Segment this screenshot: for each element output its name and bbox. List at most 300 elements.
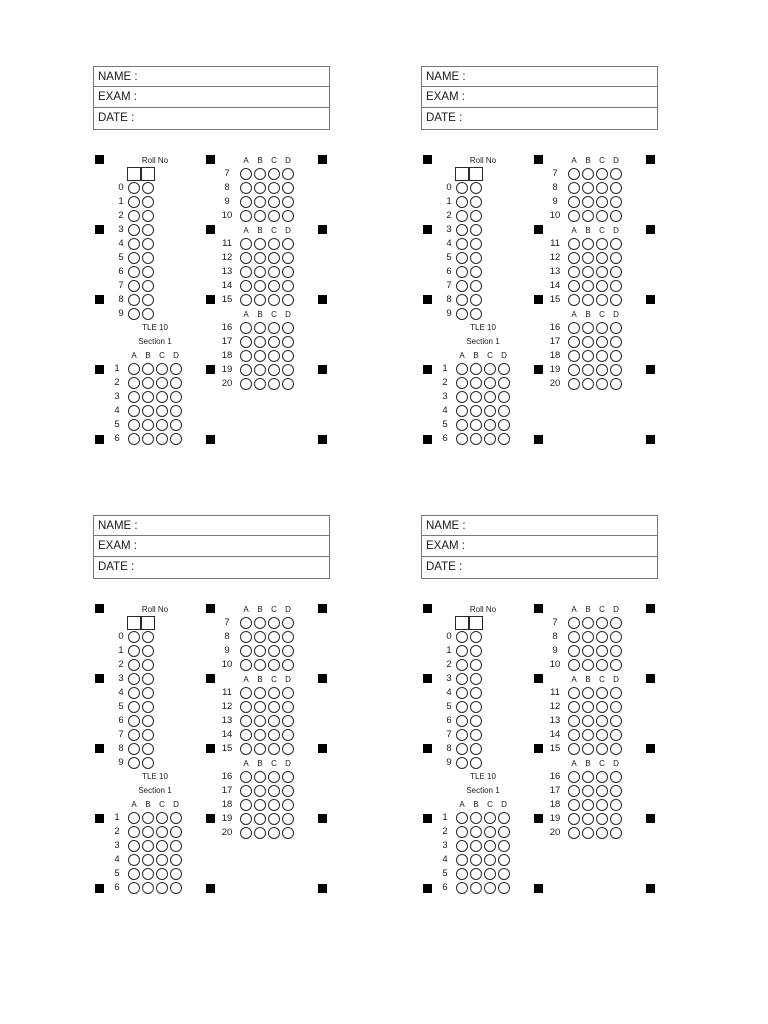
- answer-bubble-d[interactable]: [610, 771, 622, 783]
- roll-bubble[interactable]: [470, 280, 482, 292]
- roll-bubble[interactable]: [142, 743, 154, 755]
- answer-bubble-c[interactable]: [484, 391, 496, 403]
- answer-bubble-d[interactable]: [282, 210, 294, 222]
- answer-bubble-b[interactable]: [470, 391, 482, 403]
- answer-bubble-c[interactable]: [484, 854, 496, 866]
- answer-bubble-d[interactable]: [498, 419, 510, 431]
- answer-bubble-d[interactable]: [282, 350, 294, 362]
- answer-bubble-c[interactable]: [596, 280, 608, 292]
- answer-bubble-b[interactable]: [582, 168, 594, 180]
- roll-bubble[interactable]: [142, 210, 154, 222]
- answer-bubble-d[interactable]: [282, 729, 294, 741]
- answer-bubble-d[interactable]: [610, 631, 622, 643]
- answer-bubble-c[interactable]: [268, 336, 280, 348]
- answer-bubble-b[interactable]: [254, 322, 266, 334]
- name-field[interactable]: NAME :: [421, 515, 658, 536]
- answer-bubble-b[interactable]: [582, 364, 594, 376]
- answer-bubble-d[interactable]: [498, 868, 510, 880]
- answer-bubble-a[interactable]: [456, 840, 468, 852]
- answer-bubble-b[interactable]: [254, 350, 266, 362]
- answer-bubble-b[interactable]: [582, 813, 594, 825]
- answer-bubble-b[interactable]: [254, 785, 266, 797]
- answer-bubble-a[interactable]: [240, 168, 252, 180]
- date-field[interactable]: DATE :: [421, 108, 658, 130]
- roll-bubble[interactable]: [456, 266, 468, 278]
- roll-bubble[interactable]: [470, 701, 482, 713]
- answer-bubble-a[interactable]: [456, 826, 468, 838]
- answer-bubble-a[interactable]: [240, 659, 252, 671]
- answer-bubble-c[interactable]: [484, 419, 496, 431]
- answer-bubble-a[interactable]: [568, 785, 580, 797]
- roll-bubble[interactable]: [142, 280, 154, 292]
- answer-bubble-c[interactable]: [268, 168, 280, 180]
- answer-bubble-a[interactable]: [456, 868, 468, 880]
- answer-bubble-d[interactable]: [282, 827, 294, 839]
- answer-bubble-b[interactable]: [582, 743, 594, 755]
- roll-digit-box[interactable]: [141, 167, 155, 181]
- roll-bubble[interactable]: [142, 757, 154, 769]
- answer-bubble-b[interactable]: [470, 882, 482, 894]
- answer-bubble-a[interactable]: [568, 631, 580, 643]
- answer-bubble-c[interactable]: [268, 785, 280, 797]
- roll-bubble[interactable]: [470, 673, 482, 685]
- answer-bubble-d[interactable]: [498, 882, 510, 894]
- roll-bubble[interactable]: [128, 687, 140, 699]
- answer-bubble-a[interactable]: [128, 405, 140, 417]
- answer-bubble-c[interactable]: [596, 336, 608, 348]
- roll-bubble[interactable]: [456, 631, 468, 643]
- answer-bubble-c[interactable]: [484, 868, 496, 880]
- answer-bubble-a[interactable]: [568, 182, 580, 194]
- answer-bubble-c[interactable]: [596, 168, 608, 180]
- answer-bubble-d[interactable]: [282, 701, 294, 713]
- answer-bubble-b[interactable]: [582, 771, 594, 783]
- answer-bubble-d[interactable]: [282, 196, 294, 208]
- answer-bubble-c[interactable]: [268, 631, 280, 643]
- answer-bubble-d[interactable]: [170, 812, 182, 824]
- answer-bubble-d[interactable]: [170, 363, 182, 375]
- roll-bubble[interactable]: [470, 210, 482, 222]
- roll-bubble[interactable]: [470, 196, 482, 208]
- answer-bubble-b[interactable]: [142, 405, 154, 417]
- answer-bubble-a[interactable]: [568, 715, 580, 727]
- answer-bubble-a[interactable]: [456, 377, 468, 389]
- roll-bubble[interactable]: [128, 294, 140, 306]
- roll-bubble[interactable]: [456, 701, 468, 713]
- answer-bubble-a[interactable]: [128, 377, 140, 389]
- name-field[interactable]: NAME :: [93, 66, 330, 87]
- roll-bubble[interactable]: [456, 687, 468, 699]
- answer-bubble-c[interactable]: [268, 210, 280, 222]
- roll-bubble[interactable]: [128, 645, 140, 657]
- answer-bubble-a[interactable]: [240, 364, 252, 376]
- answer-bubble-d[interactable]: [282, 294, 294, 306]
- answer-bubble-a[interactable]: [240, 294, 252, 306]
- answer-bubble-d[interactable]: [498, 826, 510, 838]
- answer-bubble-b[interactable]: [582, 827, 594, 839]
- answer-bubble-b[interactable]: [254, 631, 266, 643]
- answer-bubble-a[interactable]: [128, 840, 140, 852]
- answer-bubble-c[interactable]: [484, 405, 496, 417]
- answer-bubble-a[interactable]: [456, 405, 468, 417]
- answer-bubble-d[interactable]: [610, 364, 622, 376]
- answer-bubble-d[interactable]: [498, 391, 510, 403]
- answer-bubble-b[interactable]: [142, 377, 154, 389]
- answer-bubble-a[interactable]: [240, 631, 252, 643]
- answer-bubble-d[interactable]: [610, 336, 622, 348]
- answer-bubble-d[interactable]: [610, 210, 622, 222]
- answer-bubble-b[interactable]: [254, 182, 266, 194]
- answer-bubble-d[interactable]: [610, 266, 622, 278]
- answer-bubble-a[interactable]: [568, 729, 580, 741]
- answer-bubble-a[interactable]: [240, 336, 252, 348]
- answer-bubble-d[interactable]: [610, 715, 622, 727]
- answer-bubble-d[interactable]: [498, 812, 510, 824]
- answer-bubble-d[interactable]: [610, 168, 622, 180]
- answer-bubble-c[interactable]: [268, 266, 280, 278]
- answer-bubble-b[interactable]: [254, 210, 266, 222]
- answer-bubble-a[interactable]: [240, 827, 252, 839]
- answer-bubble-d[interactable]: [610, 350, 622, 362]
- roll-bubble[interactable]: [470, 687, 482, 699]
- answer-bubble-b[interactable]: [254, 771, 266, 783]
- answer-bubble-c[interactable]: [596, 771, 608, 783]
- answer-bubble-c[interactable]: [596, 364, 608, 376]
- answer-bubble-c[interactable]: [484, 826, 496, 838]
- roll-bubble[interactable]: [456, 743, 468, 755]
- answer-bubble-b[interactable]: [582, 196, 594, 208]
- answer-bubble-a[interactable]: [240, 252, 252, 264]
- answer-bubble-c[interactable]: [268, 238, 280, 250]
- roll-bubble[interactable]: [128, 673, 140, 685]
- answer-bubble-c[interactable]: [596, 659, 608, 671]
- answer-bubble-a[interactable]: [128, 363, 140, 375]
- roll-bubble[interactable]: [456, 673, 468, 685]
- answer-bubble-d[interactable]: [170, 854, 182, 866]
- answer-bubble-d[interactable]: [170, 405, 182, 417]
- answer-bubble-c[interactable]: [596, 631, 608, 643]
- answer-bubble-a[interactable]: [240, 617, 252, 629]
- roll-bubble[interactable]: [128, 715, 140, 727]
- roll-bubble[interactable]: [456, 210, 468, 222]
- roll-bubble[interactable]: [128, 729, 140, 741]
- roll-bubble[interactable]: [142, 294, 154, 306]
- answer-bubble-d[interactable]: [498, 854, 510, 866]
- answer-bubble-c[interactable]: [596, 687, 608, 699]
- answer-bubble-d[interactable]: [170, 391, 182, 403]
- answer-bubble-d[interactable]: [610, 743, 622, 755]
- answer-bubble-b[interactable]: [254, 168, 266, 180]
- answer-bubble-c[interactable]: [596, 350, 608, 362]
- answer-bubble-d[interactable]: [282, 238, 294, 250]
- answer-bubble-b[interactable]: [582, 182, 594, 194]
- answer-bubble-b[interactable]: [470, 405, 482, 417]
- answer-bubble-a[interactable]: [568, 364, 580, 376]
- answer-bubble-d[interactable]: [282, 813, 294, 825]
- roll-bubble[interactable]: [142, 645, 154, 657]
- answer-bubble-c[interactable]: [484, 840, 496, 852]
- answer-bubble-d[interactable]: [610, 645, 622, 657]
- answer-bubble-c[interactable]: [484, 882, 496, 894]
- answer-bubble-c[interactable]: [268, 701, 280, 713]
- answer-bubble-c[interactable]: [484, 363, 496, 375]
- answer-bubble-c[interactable]: [484, 433, 496, 445]
- answer-bubble-a[interactable]: [128, 882, 140, 894]
- answer-bubble-c[interactable]: [268, 294, 280, 306]
- answer-bubble-b[interactable]: [254, 336, 266, 348]
- answer-bubble-c[interactable]: [156, 405, 168, 417]
- answer-bubble-d[interactable]: [282, 364, 294, 376]
- answer-bubble-c[interactable]: [596, 378, 608, 390]
- roll-bubble[interactable]: [128, 631, 140, 643]
- answer-bubble-c[interactable]: [268, 771, 280, 783]
- answer-bubble-b[interactable]: [254, 378, 266, 390]
- answer-bubble-a[interactable]: [240, 813, 252, 825]
- answer-bubble-a[interactable]: [128, 391, 140, 403]
- answer-bubble-a[interactable]: [568, 350, 580, 362]
- roll-bubble[interactable]: [456, 238, 468, 250]
- answer-bubble-d[interactable]: [170, 377, 182, 389]
- answer-bubble-c[interactable]: [156, 826, 168, 838]
- answer-bubble-c[interactable]: [268, 743, 280, 755]
- answer-bubble-a[interactable]: [240, 322, 252, 334]
- answer-bubble-b[interactable]: [142, 840, 154, 852]
- roll-bubble[interactable]: [456, 280, 468, 292]
- answer-bubble-c[interactable]: [156, 868, 168, 880]
- answer-bubble-a[interactable]: [128, 868, 140, 880]
- roll-bubble[interactable]: [470, 715, 482, 727]
- answer-bubble-c[interactable]: [156, 419, 168, 431]
- answer-bubble-c[interactable]: [268, 350, 280, 362]
- answer-bubble-a[interactable]: [240, 785, 252, 797]
- answer-bubble-c[interactable]: [156, 840, 168, 852]
- answer-bubble-a[interactable]: [128, 812, 140, 824]
- roll-digit-box[interactable]: [127, 167, 141, 181]
- answer-bubble-d[interactable]: [610, 252, 622, 264]
- answer-bubble-a[interactable]: [568, 799, 580, 811]
- answer-bubble-d[interactable]: [282, 785, 294, 797]
- answer-bubble-a[interactable]: [456, 363, 468, 375]
- answer-bubble-a[interactable]: [456, 882, 468, 894]
- answer-bubble-d[interactable]: [610, 827, 622, 839]
- roll-digit-box[interactable]: [455, 167, 469, 181]
- answer-bubble-d[interactable]: [610, 659, 622, 671]
- answer-bubble-d[interactable]: [498, 363, 510, 375]
- answer-bubble-d[interactable]: [282, 715, 294, 727]
- roll-bubble[interactable]: [456, 659, 468, 671]
- roll-digit-box[interactable]: [455, 616, 469, 630]
- answer-bubble-a[interactable]: [568, 617, 580, 629]
- roll-bubble[interactable]: [142, 308, 154, 320]
- answer-bubble-b[interactable]: [254, 645, 266, 657]
- answer-bubble-b[interactable]: [254, 743, 266, 755]
- answer-bubble-b[interactable]: [582, 631, 594, 643]
- date-field[interactable]: DATE :: [421, 557, 658, 579]
- answer-bubble-b[interactable]: [470, 433, 482, 445]
- answer-bubble-b[interactable]: [470, 840, 482, 852]
- answer-bubble-d[interactable]: [170, 419, 182, 431]
- answer-bubble-d[interactable]: [610, 294, 622, 306]
- roll-bubble[interactable]: [128, 743, 140, 755]
- answer-bubble-a[interactable]: [240, 238, 252, 250]
- answer-bubble-c[interactable]: [268, 196, 280, 208]
- answer-bubble-d[interactable]: [610, 322, 622, 334]
- answer-bubble-a[interactable]: [568, 336, 580, 348]
- answer-bubble-a[interactable]: [240, 687, 252, 699]
- answer-bubble-c[interactable]: [596, 645, 608, 657]
- answer-bubble-a[interactable]: [240, 729, 252, 741]
- roll-bubble[interactable]: [142, 659, 154, 671]
- answer-bubble-c[interactable]: [596, 238, 608, 250]
- answer-bubble-b[interactable]: [582, 350, 594, 362]
- answer-bubble-a[interactable]: [456, 433, 468, 445]
- answer-bubble-c[interactable]: [596, 729, 608, 741]
- answer-bubble-b[interactable]: [142, 363, 154, 375]
- exam-field[interactable]: EXAM :: [93, 87, 330, 108]
- answer-bubble-d[interactable]: [610, 687, 622, 699]
- answer-bubble-b[interactable]: [254, 715, 266, 727]
- answer-bubble-c[interactable]: [596, 210, 608, 222]
- roll-bubble[interactable]: [470, 252, 482, 264]
- answer-bubble-b[interactable]: [582, 617, 594, 629]
- answer-bubble-a[interactable]: [568, 743, 580, 755]
- answer-bubble-d[interactable]: [282, 743, 294, 755]
- answer-bubble-d[interactable]: [498, 405, 510, 417]
- answer-bubble-a[interactable]: [128, 433, 140, 445]
- answer-bubble-b[interactable]: [254, 729, 266, 741]
- answer-bubble-a[interactable]: [568, 294, 580, 306]
- roll-bubble[interactable]: [142, 631, 154, 643]
- answer-bubble-c[interactable]: [596, 799, 608, 811]
- roll-bubble[interactable]: [128, 701, 140, 713]
- answer-bubble-a[interactable]: [568, 659, 580, 671]
- answer-bubble-d[interactable]: [282, 280, 294, 292]
- answer-bubble-c[interactable]: [596, 182, 608, 194]
- answer-bubble-d[interactable]: [610, 196, 622, 208]
- answer-bubble-c[interactable]: [268, 645, 280, 657]
- answer-bubble-b[interactable]: [470, 363, 482, 375]
- date-field[interactable]: DATE :: [93, 557, 330, 579]
- answer-bubble-b[interactable]: [142, 854, 154, 866]
- name-field[interactable]: NAME :: [421, 66, 658, 87]
- answer-bubble-c[interactable]: [268, 799, 280, 811]
- answer-bubble-d[interactable]: [610, 799, 622, 811]
- roll-digit-box[interactable]: [469, 616, 483, 630]
- roll-bubble[interactable]: [128, 659, 140, 671]
- answer-bubble-a[interactable]: [568, 813, 580, 825]
- answer-bubble-b[interactable]: [254, 266, 266, 278]
- answer-bubble-b[interactable]: [470, 868, 482, 880]
- answer-bubble-c[interactable]: [268, 687, 280, 699]
- answer-bubble-d[interactable]: [282, 617, 294, 629]
- answer-bubble-d[interactable]: [282, 336, 294, 348]
- answer-bubble-b[interactable]: [582, 336, 594, 348]
- answer-bubble-a[interactable]: [240, 378, 252, 390]
- roll-bubble[interactable]: [456, 294, 468, 306]
- answer-bubble-c[interactable]: [484, 377, 496, 389]
- answer-bubble-a[interactable]: [240, 182, 252, 194]
- answer-bubble-a[interactable]: [568, 280, 580, 292]
- roll-bubble[interactable]: [470, 308, 482, 320]
- answer-bubble-d[interactable]: [610, 701, 622, 713]
- roll-bubble[interactable]: [470, 645, 482, 657]
- roll-bubble[interactable]: [456, 224, 468, 236]
- answer-bubble-b[interactable]: [582, 687, 594, 699]
- answer-bubble-a[interactable]: [456, 391, 468, 403]
- exam-field[interactable]: EXAM :: [421, 87, 658, 108]
- exam-field[interactable]: EXAM :: [93, 536, 330, 557]
- answer-bubble-c[interactable]: [156, 812, 168, 824]
- answer-bubble-b[interactable]: [142, 433, 154, 445]
- answer-bubble-a[interactable]: [240, 280, 252, 292]
- roll-bubble[interactable]: [456, 729, 468, 741]
- answer-bubble-b[interactable]: [254, 617, 266, 629]
- answer-bubble-c[interactable]: [268, 729, 280, 741]
- name-field[interactable]: NAME :: [93, 515, 330, 536]
- answer-bubble-b[interactable]: [254, 196, 266, 208]
- answer-bubble-d[interactable]: [610, 238, 622, 250]
- roll-bubble[interactable]: [128, 280, 140, 292]
- roll-bubble[interactable]: [470, 743, 482, 755]
- answer-bubble-b[interactable]: [582, 378, 594, 390]
- answer-bubble-d[interactable]: [282, 659, 294, 671]
- roll-bubble[interactable]: [456, 308, 468, 320]
- answer-bubble-a[interactable]: [240, 701, 252, 713]
- answer-bubble-d[interactable]: [498, 840, 510, 852]
- answer-bubble-c[interactable]: [156, 377, 168, 389]
- roll-bubble[interactable]: [470, 224, 482, 236]
- answer-bubble-c[interactable]: [156, 433, 168, 445]
- answer-bubble-b[interactable]: [142, 882, 154, 894]
- answer-bubble-a[interactable]: [240, 743, 252, 755]
- answer-bubble-b[interactable]: [470, 377, 482, 389]
- answer-bubble-c[interactable]: [156, 391, 168, 403]
- answer-bubble-b[interactable]: [254, 252, 266, 264]
- answer-bubble-b[interactable]: [142, 826, 154, 838]
- answer-bubble-c[interactable]: [596, 785, 608, 797]
- answer-bubble-a[interactable]: [568, 252, 580, 264]
- answer-bubble-b[interactable]: [254, 280, 266, 292]
- answer-bubble-c[interactable]: [268, 617, 280, 629]
- answer-bubble-a[interactable]: [240, 350, 252, 362]
- roll-bubble[interactable]: [142, 687, 154, 699]
- answer-bubble-c[interactable]: [156, 882, 168, 894]
- answer-bubble-a[interactable]: [568, 645, 580, 657]
- answer-bubble-c[interactable]: [268, 280, 280, 292]
- answer-bubble-c[interactable]: [596, 266, 608, 278]
- roll-bubble[interactable]: [470, 631, 482, 643]
- roll-bubble[interactable]: [128, 308, 140, 320]
- roll-bubble[interactable]: [142, 701, 154, 713]
- answer-bubble-d[interactable]: [282, 182, 294, 194]
- roll-bubble[interactable]: [128, 252, 140, 264]
- answer-bubble-a[interactable]: [568, 238, 580, 250]
- roll-bubble[interactable]: [470, 659, 482, 671]
- answer-bubble-c[interactable]: [596, 743, 608, 755]
- answer-bubble-c[interactable]: [268, 252, 280, 264]
- answer-bubble-b[interactable]: [582, 294, 594, 306]
- answer-bubble-d[interactable]: [282, 378, 294, 390]
- answer-bubble-c[interactable]: [268, 364, 280, 376]
- answer-bubble-d[interactable]: [610, 785, 622, 797]
- answer-bubble-d[interactable]: [282, 266, 294, 278]
- answer-bubble-c[interactable]: [156, 363, 168, 375]
- answer-bubble-b[interactable]: [254, 364, 266, 376]
- answer-bubble-b[interactable]: [142, 868, 154, 880]
- answer-bubble-a[interactable]: [456, 854, 468, 866]
- answer-bubble-d[interactable]: [610, 280, 622, 292]
- roll-bubble[interactable]: [456, 715, 468, 727]
